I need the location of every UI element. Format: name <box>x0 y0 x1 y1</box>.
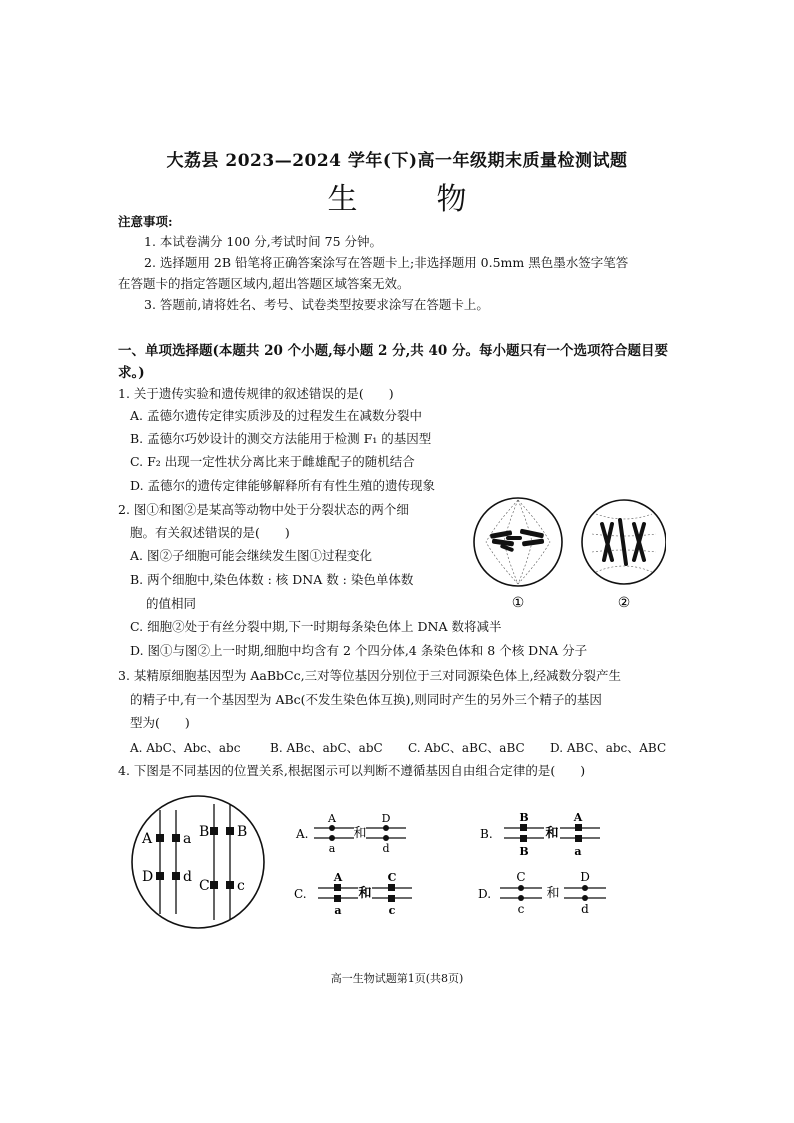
q4-d-bot1: c <box>517 902 525 916</box>
q3-option-b: B. ABc、abC、abC <box>270 741 383 755</box>
q4-a-top1: A <box>328 812 336 825</box>
cell-gene-C: C <box>199 878 210 894</box>
q4-c-he: 和 <box>358 886 372 901</box>
q4-c-bot2: c <box>388 904 396 917</box>
q3-option-d: D. ABC、abc、ABC <box>550 741 667 755</box>
section-1-heading-a: 一、单项选择题(本题共 20 个小题,每小题 2 分,共 40 分。每小题只有一个选项符合题目要 <box>118 343 668 359</box>
q1-option-b: B. 孟德尔巧妙设计的测交方法能用于检测 F₁ 的基因型 <box>130 431 432 446</box>
cell-gene-A: A <box>142 831 153 847</box>
exam-title: 大荔县 2023—2024 学年(下)高一年级期末质量检测试题 <box>166 151 628 171</box>
subject-char-1: 生 <box>327 182 358 217</box>
cell-gene-B-left: B <box>199 824 210 840</box>
q2-option-d: D. 图①与图②上一时期,细胞中均含有 2 个四分体,4 条染色体和 8 个核 DNA 分子 <box>130 643 588 658</box>
notice-item-2b: 在答题卡的指定答题区域内,超出答题区域答案无效。 <box>118 276 410 291</box>
q4-a-bot1: a <box>328 842 336 855</box>
q2-option-b-b: 的值相同 <box>146 596 197 611</box>
q3-stem-b: 的精子中,有一个基因型为 ABc(不发生染色体互换),则同时产生的另外三个精子的基因 <box>130 692 602 707</box>
q4-option-b-label: B. <box>480 827 493 841</box>
q1-option-d: D. 孟德尔的遗传定律能够解释所有有性生殖的遗传现象 <box>130 478 436 493</box>
q4-b-top1: B <box>519 811 529 824</box>
q3-stem-a: 3. 某精原细胞基因型为 AaBbCc,三对等位基因分别位于三对同源染色体上,经减数分裂产生 <box>118 668 622 683</box>
q4-b-he: 和 <box>545 826 559 841</box>
q4-d-top1: C <box>516 870 526 884</box>
q4-a-bot2: d <box>382 842 390 855</box>
q1-option-a: A. 孟德尔遗传定律实质涉及的过程发生在减数分裂中 <box>130 408 422 423</box>
q4-c-bot1: a <box>334 904 342 917</box>
cell-gene-B-right: B <box>237 824 248 840</box>
q4-b-top2: A <box>573 811 583 824</box>
q2-option-a: A. 图②子细胞可能会继续发生图①过程变化 <box>130 548 372 563</box>
subject-char-2: 物 <box>436 182 467 217</box>
cell-1-figure <box>474 498 562 586</box>
q4-option-c <box>292 868 422 920</box>
q2-cell-figures <box>466 494 666 614</box>
q4-option-d-label: D. <box>478 887 492 901</box>
q4-stem: 4. 下图是不同基因的位置关系,根据图示可以判断不遵循基因自由组合定律的是( ) <box>118 763 586 778</box>
q2-option-c: C. 细胞②处于有丝分裂中期,下一时期每条染色体上 DNA 数将减半 <box>130 619 502 634</box>
q4-d-bot2: d <box>581 902 589 916</box>
notice-heading: 注意事项: <box>118 214 173 229</box>
cell-gene-a: a <box>183 831 192 847</box>
notice-item-1: 1. 本试卷满分 100 分,考试时间 75 分钟。 <box>144 234 383 249</box>
q4-a-top2: D <box>381 812 391 825</box>
q2-option-b-a: B. 两个细胞中,染色体数 : 核 DNA 数 : 染色单体数 <box>130 572 414 587</box>
q4-c-top1: A <box>333 871 343 884</box>
q4-d-he: 和 <box>546 886 560 901</box>
q3-stem-c: 型为( ) <box>130 715 190 730</box>
q4-a-he: 和 <box>353 826 367 841</box>
cell-2-label: ② <box>617 595 631 611</box>
q4-b-bot1: B <box>519 845 529 858</box>
q4-option-c-label: C. <box>294 887 307 901</box>
cell-gene-c: c <box>237 878 245 894</box>
cell-1-label: ① <box>511 595 525 611</box>
q2-stem-a: 2. 图①和图②是某高等动物中处于分裂状态的两个细 <box>118 502 409 517</box>
section-1-heading-b: 求。) <box>118 365 145 381</box>
page-footer: 高一生物试题第1页(共8页) <box>330 972 464 985</box>
q4-option-a <box>292 808 422 858</box>
q4-d-top2: D <box>580 870 590 884</box>
q4-b-bot2: a <box>574 845 582 858</box>
q3-option-a: A. AbC、Abc、abc <box>130 741 241 755</box>
notice-item-2a: 2. 选择题用 2B 铅笔将正确答案涂写在答题卡上;非选择题用 0.5mm 黑色墨水签字笔答 <box>144 255 629 270</box>
q1-stem: 1. 关于遗传实验和遗传规律的叙述错误的是( ) <box>118 386 394 401</box>
q4-c-top2: C <box>387 871 397 884</box>
q2-stem-b: 胞。有关叙述错误的是( ) <box>130 525 290 540</box>
cell-gene-d: d <box>183 869 192 885</box>
q4-option-d <box>474 866 624 918</box>
cell-gene-D: D <box>142 869 154 885</box>
q3-option-c: C. AbC、aBC、aBC <box>408 741 525 755</box>
q4-cell-diagram <box>130 792 270 932</box>
notice-item-3: 3. 答题前,请将姓名、考号、试卷类型按要求涂写在答题卡上。 <box>144 297 489 312</box>
q4-option-b <box>478 808 608 860</box>
q1-option-c: C. F₂ 出现一定性状分离比来于雌雄配子的随机结合 <box>130 454 415 469</box>
q4-option-a-label: A. <box>296 827 309 841</box>
cell-2-figure <box>582 500 666 584</box>
